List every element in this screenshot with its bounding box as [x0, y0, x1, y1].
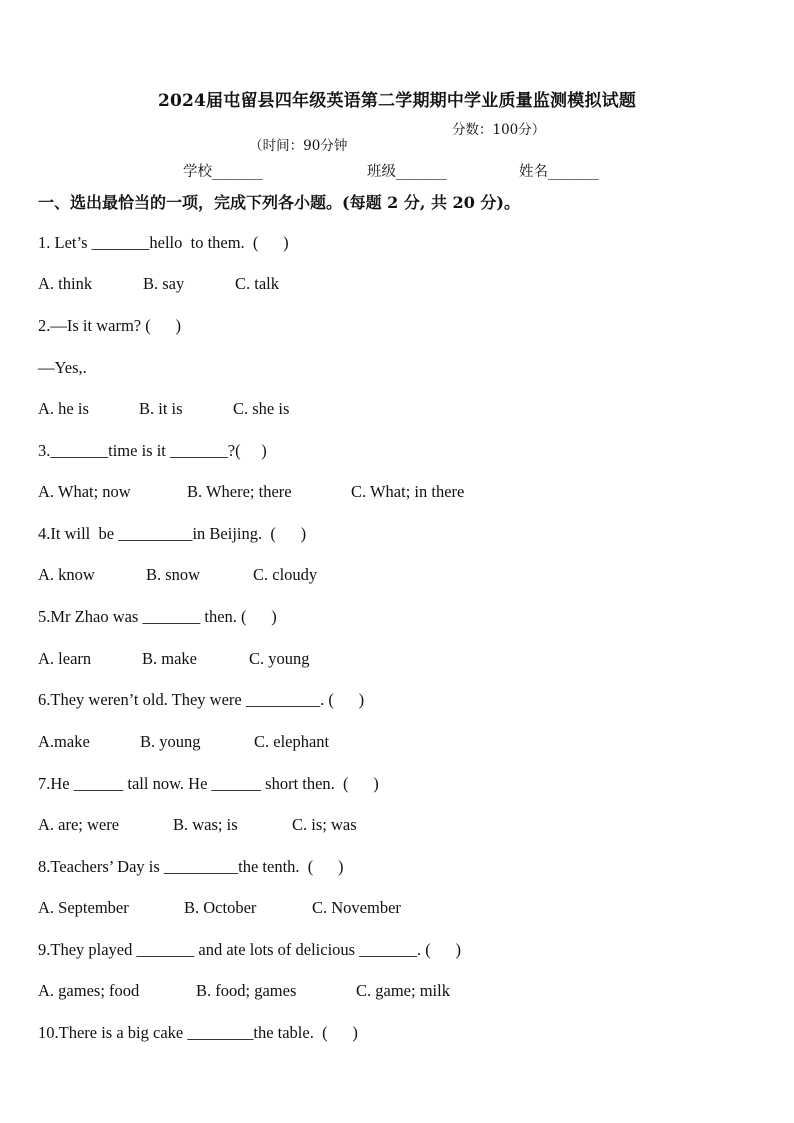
name-field: 姓名_______: [519, 164, 599, 180]
question-stem: 6.They weren’t old. They were _________. ( ): [38, 690, 365, 709]
option-c: C. game; milk: [356, 981, 450, 1000]
option-b: B. Where; there: [187, 482, 292, 501]
section-title: 一、选出最恰当的一项，完成下列各小题。(每题 2 分, 共 20 分)。: [38, 193, 520, 212]
option-b: B. snow: [146, 565, 201, 584]
option-a: A. games; food: [38, 981, 140, 1000]
class-field: 班级_______: [367, 164, 447, 180]
question-stem: 8.Teachers’ Day is _________the tenth. ( ): [38, 857, 344, 876]
option-b: B. make: [142, 649, 197, 668]
option-a: A. What; now: [38, 482, 131, 501]
question-stem: 7.He ______ tall now. He ______ short then. ( ): [38, 774, 379, 793]
option-c: C. talk: [235, 274, 279, 293]
option-a: A. think: [38, 274, 93, 293]
option-c: C. she is: [233, 399, 290, 418]
option-c: C. elephant: [254, 732, 330, 751]
exam-time: （时间：90分钟: [249, 138, 348, 154]
question-stem-line2: —Yes,.: [38, 358, 87, 377]
option-a: A. know: [38, 565, 95, 584]
option-c: C. November: [312, 898, 401, 917]
option-b: B. October: [184, 898, 257, 917]
question-stem: 9.They played _______ and ate lots of delicious _______. ( ): [38, 940, 461, 959]
option-a: A.make: [38, 732, 90, 751]
question-stem: 5.Mr Zhao was _______ then. ( ): [38, 607, 277, 626]
question-stem: 3._______time is it _______?( ): [38, 441, 267, 460]
question-stem: 10.There is a big cake ________the table. ( ): [38, 1023, 358, 1042]
option-a: A. September: [38, 898, 129, 917]
option-c: C. is; was: [292, 815, 357, 834]
option-c: C. What; in there: [351, 482, 465, 501]
option-a: A. learn: [38, 649, 92, 668]
school-field: 学校_______: [183, 164, 263, 180]
exam-score: 分数：100分）: [452, 122, 546, 138]
question-stem: 4.It will be _________in Beijing. ( ): [38, 524, 307, 543]
option-b: B. say: [143, 274, 185, 293]
option-a: A. are; were: [38, 815, 120, 834]
option-b: B. young: [140, 732, 201, 751]
page-title: 2024届屯留县四年级英语第二学期期中学业质量监测模拟试题: [157, 91, 637, 111]
option-b: B. was; is: [173, 815, 238, 834]
option-b: B. it is: [139, 399, 183, 418]
option-a: A. he is: [38, 399, 89, 418]
question-stem: 1. Let’s _______hello to them. ( ): [38, 233, 289, 252]
option-c: C. cloudy: [253, 565, 318, 584]
option-c: C. young: [249, 649, 310, 668]
option-b: B. food; games: [196, 981, 297, 1000]
question-stem: 2.—Is it warm? ( ): [38, 316, 181, 335]
